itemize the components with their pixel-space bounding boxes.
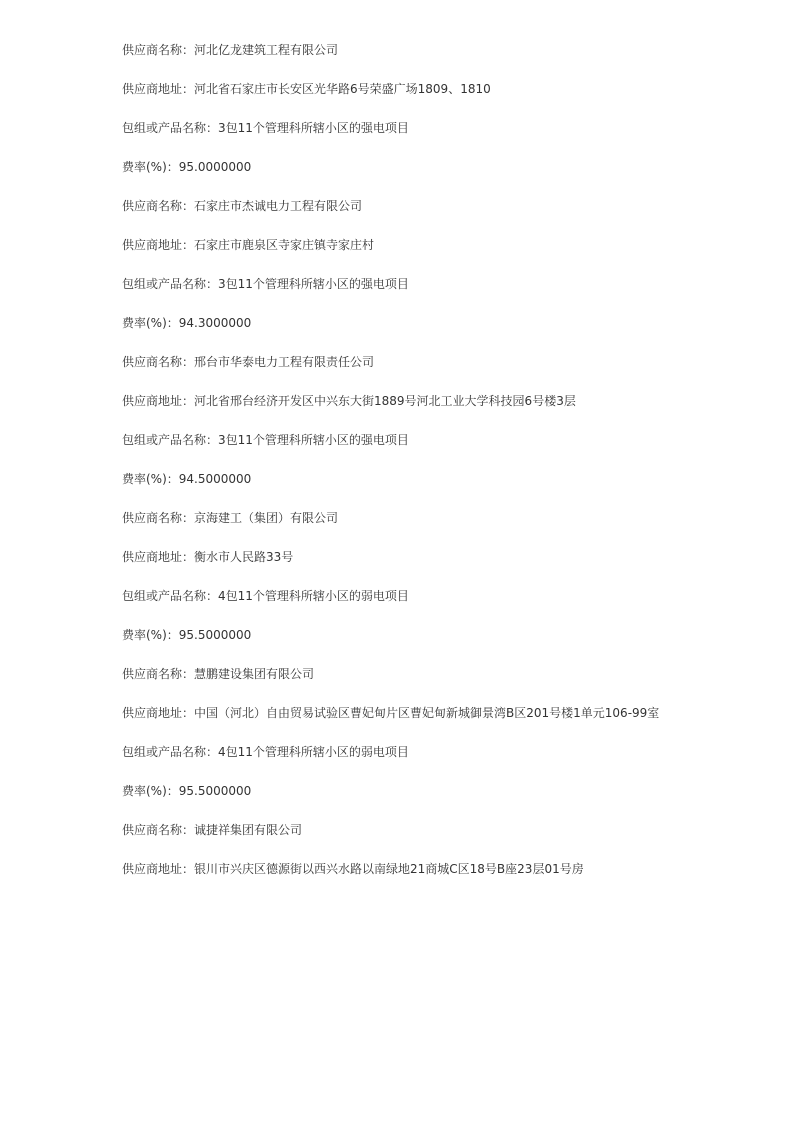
supplier-address-value: 河北省石家庄市长安区光华路6号荣盛广场1809、1810 bbox=[194, 82, 491, 96]
supplier-name-value: 石家庄市杰诚电力工程有限公司 bbox=[194, 199, 363, 213]
rate-label: 费率(%)： bbox=[122, 628, 179, 642]
supplier-name-label: 供应商名称： bbox=[122, 355, 195, 369]
supplier-entry bbox=[122, 198, 762, 332]
supplier-name-label: 供应商名称： bbox=[122, 43, 195, 57]
supplier-name-row bbox=[122, 510, 762, 527]
supplier-name-value: 河北亿龙建筑工程有限公司 bbox=[194, 43, 339, 57]
supplier-name-value: 邢台市华泰电力工程有限责任公司 bbox=[194, 355, 375, 369]
package-row bbox=[122, 432, 762, 449]
supplier-name-row bbox=[122, 42, 762, 59]
rate-value: 95.0000000 bbox=[178, 160, 252, 174]
supplier-address-label: 供应商地址： bbox=[122, 550, 195, 564]
supplier-name-label: 供应商名称： bbox=[122, 667, 195, 681]
supplier-address-label: 供应商地址： bbox=[122, 238, 195, 252]
supplier-address-value: 衡水市人民路33号 bbox=[194, 550, 294, 564]
rate-row bbox=[122, 471, 762, 488]
supplier-name-row bbox=[122, 666, 762, 683]
supplier-address-label: 供应商地址： bbox=[122, 82, 195, 96]
supplier-address-row bbox=[122, 861, 762, 878]
rate-row bbox=[122, 159, 762, 176]
supplier-entry bbox=[122, 510, 762, 644]
supplier-entry bbox=[122, 822, 762, 878]
rate-row bbox=[122, 627, 762, 644]
supplier-address-value: 银川市兴庆区德源街以西兴水路以南绿地21商城C区18号B座23层01号房 bbox=[194, 862, 584, 876]
supplier-name-label: 供应商名称： bbox=[122, 823, 195, 837]
supplier-address-label: 供应商地址： bbox=[122, 862, 195, 876]
package-value: 4包11个管理科所辖小区的弱电项目 bbox=[218, 745, 409, 759]
package-row bbox=[122, 744, 762, 761]
rate-label: 费率(%)： bbox=[122, 316, 179, 330]
package-value: 4包11个管理科所辖小区的弱电项目 bbox=[218, 589, 409, 603]
rate-value: 95.5000000 bbox=[178, 784, 252, 798]
package-row bbox=[122, 276, 762, 293]
supplier-address-value: 河北省邢台经济开发区中兴东大街1889号河北工业大学科技园6号楼3层 bbox=[194, 394, 576, 408]
supplier-address-row bbox=[122, 237, 762, 254]
rate-value: 94.3000000 bbox=[178, 316, 252, 330]
supplier-name-row bbox=[122, 822, 762, 839]
supplier-address-row bbox=[122, 549, 762, 566]
supplier-entry bbox=[122, 666, 762, 800]
rate-row bbox=[122, 315, 762, 332]
package-label: 包组或产品名称： bbox=[122, 277, 219, 291]
package-row bbox=[122, 120, 762, 137]
rate-label: 费率(%)： bbox=[122, 472, 179, 486]
supplier-address-label: 供应商地址： bbox=[122, 394, 195, 408]
package-label: 包组或产品名称： bbox=[122, 589, 219, 603]
supplier-address-row bbox=[122, 705, 762, 722]
supplier-list bbox=[122, 42, 762, 900]
supplier-name-label: 供应商名称： bbox=[122, 199, 195, 213]
supplier-name-row bbox=[122, 198, 762, 215]
supplier-entry bbox=[122, 42, 762, 176]
package-label: 包组或产品名称： bbox=[122, 433, 219, 447]
supplier-address-value: 中国（河北）自由贸易试验区曹妃甸片区曹妃甸新城御景湾B区201号楼1单元106-99室 bbox=[194, 706, 660, 720]
rate-label: 费率(%)： bbox=[122, 160, 179, 174]
supplier-address-row bbox=[122, 81, 762, 98]
package-label: 包组或产品名称： bbox=[122, 121, 219, 135]
supplier-name-label: 供应商名称： bbox=[122, 511, 195, 525]
package-label: 包组或产品名称： bbox=[122, 745, 219, 759]
supplier-entry bbox=[122, 354, 762, 488]
rate-value: 94.5000000 bbox=[178, 472, 252, 486]
supplier-address-value: 石家庄市鹿泉区寺家庄镇寺家庄村 bbox=[194, 238, 375, 252]
supplier-address-row bbox=[122, 393, 762, 410]
rate-value: 95.5000000 bbox=[178, 628, 252, 642]
package-row bbox=[122, 588, 762, 605]
package-value: 3包11个管理科所辖小区的强电项目 bbox=[218, 277, 409, 291]
package-value: 3包11个管理科所辖小区的强电项目 bbox=[218, 121, 409, 135]
supplier-name-value: 京海建工（集团）有限公司 bbox=[194, 511, 339, 525]
supplier-name-row bbox=[122, 354, 762, 371]
rate-label: 费率(%)： bbox=[122, 784, 179, 798]
supplier-name-value: 诚捷祥集团有限公司 bbox=[194, 823, 303, 837]
supplier-address-label: 供应商地址： bbox=[122, 706, 195, 720]
package-value: 3包11个管理科所辖小区的强电项目 bbox=[218, 433, 409, 447]
rate-row bbox=[122, 783, 762, 800]
supplier-name-value: 慧鹏建设集团有限公司 bbox=[194, 667, 315, 681]
